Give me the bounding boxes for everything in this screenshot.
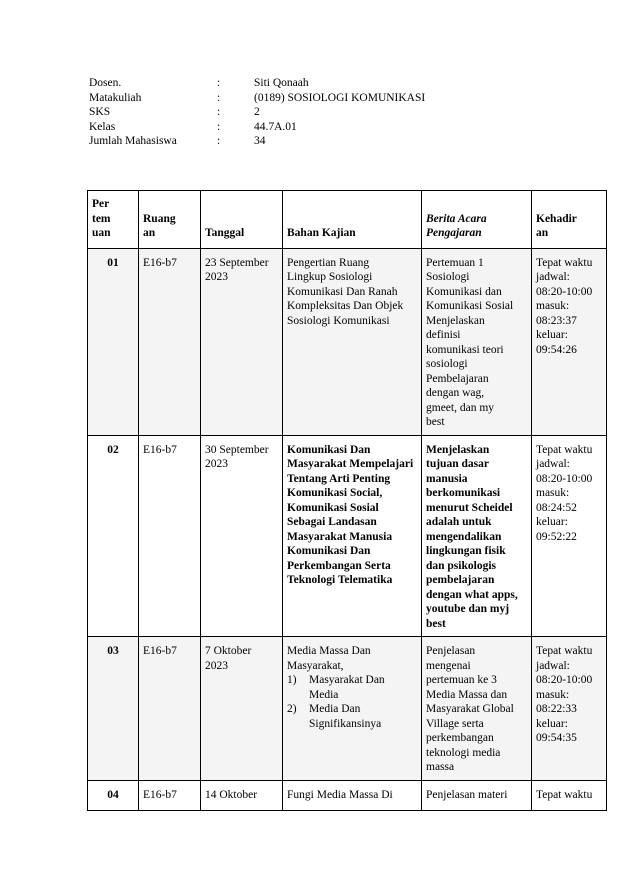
info-colon: : bbox=[217, 91, 221, 104]
header-kehadiran: Kehadir an bbox=[532, 191, 607, 249]
bahan-list bbox=[287, 673, 417, 731]
info-colon: : bbox=[217, 106, 221, 118]
list-text: Media Dan Signifikansinya bbox=[309, 703, 382, 730]
header-ruangan: Ruang an bbox=[139, 191, 201, 249]
table-row bbox=[88, 780, 607, 810]
info-value: Siti Qonaah bbox=[254, 77, 309, 89]
cell-ruangan: E16-b7 bbox=[139, 637, 201, 781]
cell-ruangan: E16-b7 bbox=[139, 435, 201, 637]
table-row bbox=[88, 435, 607, 637]
cell-tanggal: 14 Oktober bbox=[201, 780, 283, 810]
table-header-row bbox=[88, 191, 607, 249]
cell-kehadiran: Tepat waktu jadwal: 08:20-10:00 masuk: 08:24:52 keluar: 09:52:22 bbox=[532, 435, 607, 637]
attendance-table bbox=[87, 190, 607, 811]
list-item bbox=[287, 673, 417, 702]
info-row-matakuliah bbox=[89, 91, 425, 106]
cell-pertemuan: 01 bbox=[88, 248, 139, 435]
cell-berita-acara: Pertemuan 1 Sosiologi Komunikasi dan Komunikasi Sosial Menjelaskan definisi komunikasi teori sosiologi Pembelajaran dengan wag, gmeet, dan my best bbox=[422, 248, 532, 435]
info-value: 34 bbox=[254, 135, 266, 147]
list-number: 2) bbox=[287, 703, 297, 715]
info-label: Kelas bbox=[89, 120, 116, 133]
cell-berita-acara: Menjelaskan tujuan dasar manusia berkomunikasi menurut Scheidel adalah untuk mengendalikan lingkungan fisik dan psikologis pembelajaran dengan what apps, youtube dan myj best bbox=[422, 435, 532, 637]
info-label: Matakuliah bbox=[89, 91, 142, 104]
cell-tanggal: 30 September 2023 bbox=[201, 435, 283, 637]
info-colon: : bbox=[217, 135, 221, 147]
cell-bahan-kajian bbox=[283, 637, 422, 781]
cell-pertemuan: 03 bbox=[88, 637, 139, 781]
cell-bahan-kajian: Pengertian Ruang Lingkup Sosiologi Komunikasi Dan Ranah Kompleksitas Dan Objek Sosiologi Komunikasi bbox=[283, 248, 422, 435]
info-value: 2 bbox=[254, 106, 260, 118]
cell-berita-acara: Penjelasan mengenai pertemuan ke 3 Media Massa dan Masyarakat Global Village serta perkembangan teknologi media massa bbox=[422, 637, 532, 781]
info-label: Dosen. bbox=[89, 77, 122, 89]
cell-tanggal: 23 September 2023 bbox=[201, 248, 283, 435]
info-label: Jumlah Mahasiswa bbox=[89, 135, 177, 147]
cell-pertemuan: 04 bbox=[88, 780, 139, 810]
header-bahan-kajian: Bahan Kajian bbox=[283, 191, 422, 249]
cell-bahan-kajian: Komunikasi Dan Masyarakat Mempelajari Tentang Arti Penting Komunikasi Social, Komunikasi Sosial Sebagai Landasan Masyarakat Manusia Komunikasi Dan Perkembangan Serta Teknologi Telematika bbox=[283, 435, 422, 637]
info-row-jumlah-mahasiswa bbox=[89, 134, 425, 149]
bahan-title: Media Massa Dan Masyarakat, bbox=[287, 645, 371, 672]
info-label: SKS bbox=[89, 106, 111, 118]
cell-tanggal: 7 Oktober 2023 bbox=[201, 637, 283, 781]
table-row bbox=[88, 637, 607, 781]
cell-bahan-kajian: Fungi Media Massa Di bbox=[283, 780, 422, 810]
info-row-dosen bbox=[89, 76, 425, 91]
info-colon: : bbox=[217, 120, 221, 133]
cell-kehadiran: Tepat waktu bbox=[532, 780, 607, 810]
cell-pertemuan: 02 bbox=[88, 435, 139, 637]
header-berita-acara: Berita Acara Pengajaran bbox=[422, 191, 532, 249]
list-text: Masyarakat Dan Media bbox=[309, 674, 385, 701]
course-info bbox=[89, 76, 425, 149]
header-pertemuan: Per tem uan bbox=[88, 191, 139, 249]
table-row bbox=[88, 248, 607, 435]
header-tanggal: Tanggal bbox=[201, 191, 283, 249]
cell-kehadiran: Tepat waktu jadwal: 08:20-10:00 masuk: 08:22:33 keluar: 09:54:35 bbox=[532, 637, 607, 781]
cell-berita-acara: Penjelasan materi bbox=[422, 780, 532, 810]
list-item bbox=[287, 702, 417, 731]
cell-ruangan: E16-b7 bbox=[139, 780, 201, 810]
cell-kehadiran: Tepat waktu jadwal: 08:20-10:00 masuk: 08:23:37 keluar: 09:54:26 bbox=[532, 248, 607, 435]
info-row-kelas bbox=[89, 120, 425, 135]
cell-ruangan: E16-b7 bbox=[139, 248, 201, 435]
info-row-sks bbox=[89, 105, 425, 120]
list-number: 1) bbox=[287, 674, 297, 686]
info-value: 44.7A.01 bbox=[254, 120, 297, 133]
info-value: (0189) SOSIOLOGI KOMUNIKASI bbox=[254, 91, 426, 104]
info-colon: : bbox=[217, 77, 221, 89]
